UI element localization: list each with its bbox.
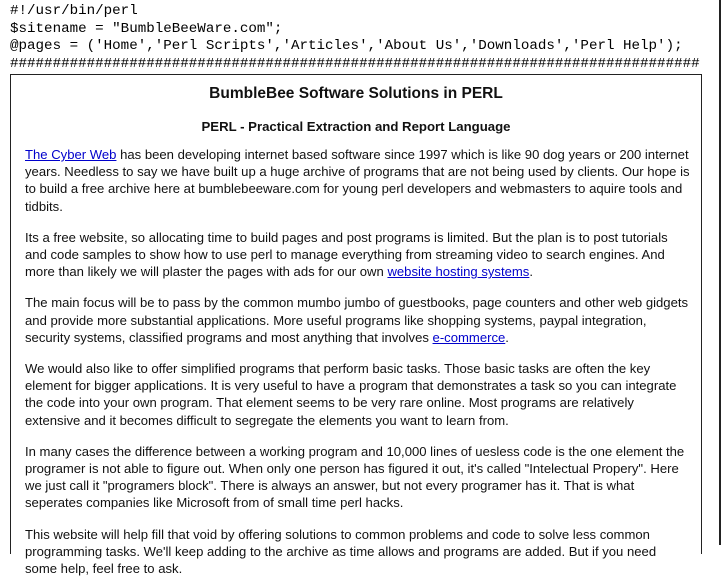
shebang-line: #!/usr/bin/perl [10, 3, 138, 19]
main-focus-text: The main focus will be to pass by the common mumbo jumbo of guestbooks, page counters and other web gidgets and provide more substantial applications. More useful programs like shopping systems, paypal integration, security systems, classified programs and most anything that involves [25, 295, 689, 345]
page-title: BumbleBee Software Solutions in PERL [209, 85, 503, 102]
intro-paragraph [25, 146, 691, 215]
page-subtitle: PERL - Practical Extraction and Report Language [201, 119, 511, 134]
ecommerce-link[interactable]: e-commerce [432, 329, 506, 345]
scrollbar-edge [719, 0, 727, 545]
hash-divider: ################################################################################# [10, 55, 700, 72]
period: . [529, 264, 533, 280]
content-panel [10, 74, 702, 577]
sitename-line: $sitename = "BumbleBeeWare.com"; [10, 20, 283, 37]
free-website-paragraph [25, 229, 691, 281]
programers-block-paragraph: In many cases the difference between a working program and 10,000 lines of uesless code is the one element the programer is not able to figure out. When only one person has figured it out, it's called "Intelectual Propery". Here we just call it "programers block". There is always an answer, but not every programer has it. That is what seperates companies like Microsoft from of small time perl hacks. [25, 443, 685, 511]
pages-line: @pages = ('Home','Perl Scripts','Articles','About Us','Downloads','Perl Help'); [10, 38, 683, 54]
website-hosting-link[interactable]: website hosting systems [387, 264, 530, 280]
simplified-programs-paragraph: We would also like to offer simplified programs that perform basic tasks. Those basic tasks are often the key element for bigger applications. It is very useful to have a program that demonstrates a task so you can integrate the code into your own program. That element seems to be very rare online. Most programs are relatively extensive and it becomes difficult to segregate the elements you want to learn from. [25, 361, 677, 428]
main-focus-paragraph [25, 294, 691, 346]
free-website-text: Its a free website, so allocating time to build pages and post programs is limited. But the plan is to post tutorials and code samples to show how to use perl to manage everything from streaming video to search engines. And more than likely we will plaster the pages with ads for our own [25, 229, 668, 280]
perl-code-header [0, 0, 727, 73]
cyber-web-link[interactable]: The Cyber Web [25, 147, 117, 162]
fill-void-paragraph: This website will help fill that void by offering solutions to common problems and code to solve less common programming tasks. We'll keep adding to the archive as time allows and programs are added. But if you need some help, feel free to ask. [25, 526, 657, 577]
intro-text: has been developing internet based software since 1997 which is like 90 dog years or 200 internet years. Needless to say we have built up a huge archive of programs that are not being used by clients. Our hope is to build a free archive here at bumblebeeware.com for young perl developers and webmasters to aquire tools and tidbits. [25, 147, 690, 214]
period: . [505, 329, 509, 345]
